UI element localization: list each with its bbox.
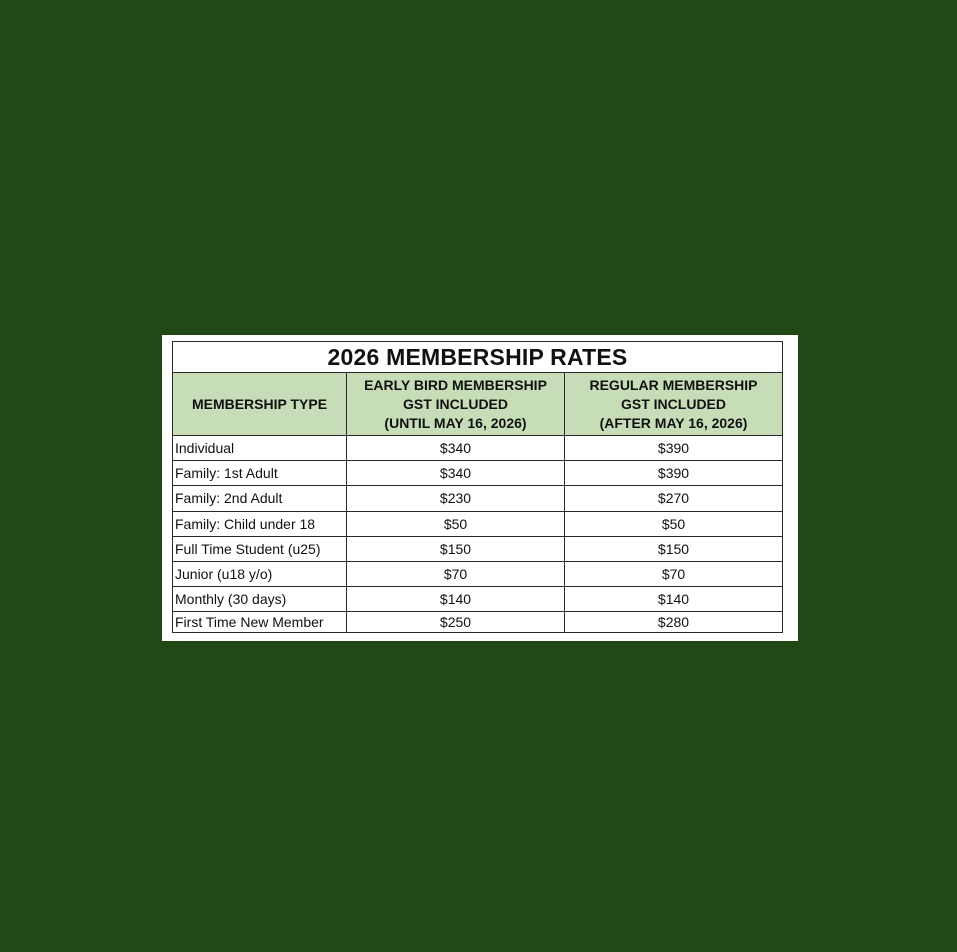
cell-regular-price: $70 (565, 561, 783, 586)
header-early-bird (347, 373, 565, 436)
table-row (173, 436, 783, 461)
table-row (173, 511, 783, 536)
table-row (173, 536, 783, 561)
cell-regular-price: $280 (565, 611, 783, 632)
cell-early-bird-price: $250 (347, 611, 565, 632)
header-regular-line-2: GST INCLUDED (621, 395, 726, 412)
cell-regular-price: $140 (565, 586, 783, 611)
header-early-bird-line-3: (UNTIL MAY 16, 2026) (384, 414, 527, 431)
cell-regular-price: $390 (565, 436, 783, 461)
table-row (173, 561, 783, 586)
cell-early-bird-price: $50 (347, 511, 565, 536)
cell-early-bird-price: $340 (347, 436, 565, 461)
cell-early-bird-price: $340 (347, 461, 565, 486)
header-membership-type: MEMBERSHIP TYPE (173, 373, 347, 436)
header-regular-line-1: REGULAR MEMBERSHIP (589, 376, 758, 393)
header-regular (565, 373, 783, 436)
cell-membership-type: Monthly (30 days) (173, 586, 347, 611)
cell-membership-type: Family: 1st Adult (173, 461, 347, 486)
table-title: 2026 MEMBERSHIP RATES (173, 342, 783, 373)
cell-membership-type: First Time New Member (173, 611, 347, 632)
cell-early-bird-price: $150 (347, 536, 565, 561)
membership-rates-table (172, 341, 783, 633)
header-regular-line-3: (AFTER MAY 16, 2026) (599, 414, 748, 431)
cell-early-bird-price: $140 (347, 586, 565, 611)
cell-membership-type: Full Time Student (u25) (173, 536, 347, 561)
header-early-bird-line-1: EARLY BIRD MEMBERSHIP (364, 376, 547, 393)
cell-regular-price: $270 (565, 486, 783, 511)
header-row (173, 373, 783, 436)
cell-membership-type: Junior (u18 y/o) (173, 561, 347, 586)
table-row (173, 461, 783, 486)
cell-regular-price: $390 (565, 461, 783, 486)
cell-early-bird-price: $230 (347, 486, 565, 511)
table-row (173, 611, 783, 632)
cell-membership-type: Family: 2nd Adult (173, 486, 347, 511)
cell-membership-type: Family: Child under 18 (173, 511, 347, 536)
rates-card (162, 335, 798, 641)
cell-regular-price: $150 (565, 536, 783, 561)
cell-membership-type: Individual (173, 436, 347, 461)
header-early-bird-line-2: GST INCLUDED (403, 395, 508, 412)
table-row (173, 486, 783, 511)
table-row (173, 586, 783, 611)
cell-early-bird-price: $70 (347, 561, 565, 586)
cell-regular-price: $50 (565, 511, 783, 536)
